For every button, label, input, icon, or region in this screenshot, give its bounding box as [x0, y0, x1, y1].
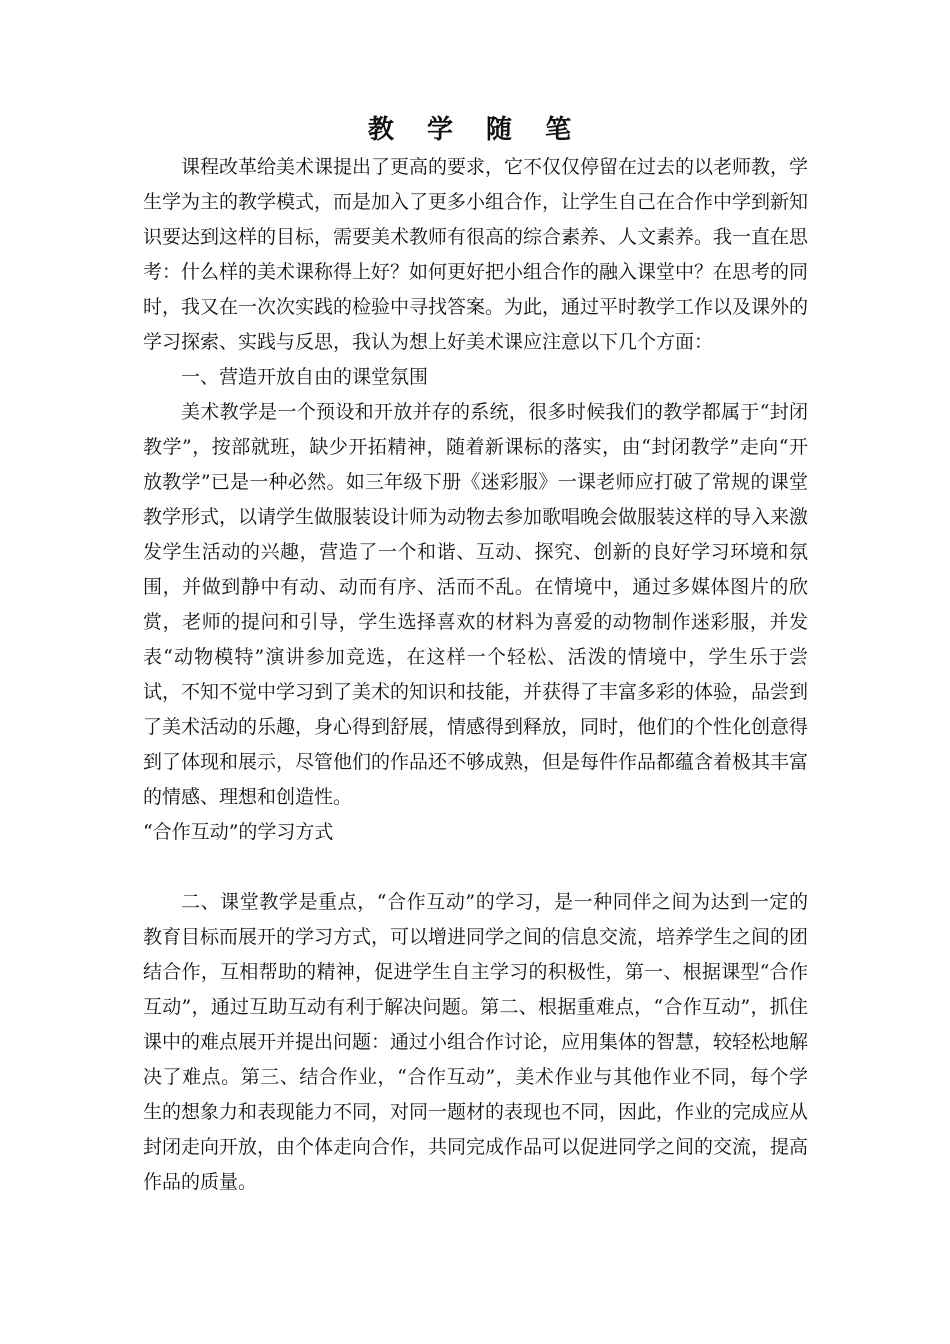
- section-1-paragraph: 美术教学是一个预设和开放并存的系统，很多时候我们的教学都属于“封闭教学”，按部就班，缺少开拓精神，随着新课标的落实，由“封闭教学”走向“开放教学”已是一种必然。如三年级下册《迷彩服》一课老师应打破了常规的课堂教学形式，以请学生做服装设计师为动物去参加歌唱晚会做服装这样的导入来激发学生活动的兴趣，营造了一个和谐、互动、探究、创新的良好学习环境和氛围，并做到静中有动、动而有序、活而不乱。在情境中，通过多媒体图片的欣赏，老师的提问和引导，学生选择喜欢的材料为喜爱的动物制作迷彩服，并发表“动物模特”演讲参加竞选，在这样一个轻松、活泼的情境中，学生乐于尝试，不知不觉中学习到了美术的知识和技能，并获得了丰富多彩的体验，品尝到了美术活动的乐趣，身心得到舒展，情感得到释放，同时，他们的个性化创意得到了体现和展示，尽管他们的作品还不够成熟，但是每件作品都蕴含着极其丰富的情感、理想和创造性。: [143, 401, 809, 808]
- blank-line: [143, 850, 808, 885]
- section-1-tail-line: “合作互动”的学习方式: [143, 821, 334, 843]
- document-title: 教 学 随 笔: [367, 115, 584, 145]
- section-2-paragraph: 二、课堂教学是重点，“合作互动”的学习，是一种同伴之间为达到一定的教育目标而展开的学习方式，可以增进同学之间的信息交流，培养学生之间的团结合作，互相帮助的精神，促进学生自主学习的积极性，第一、根据课型“合作互动”，通过互助互动有利于解决问题。第二、根据重难点，“合作互动”，抓住课中的难点展开并提出问题：通过小组合作讨论，应用集体的智慧，较轻松地解决了难点。第三、结合作业，“合作互动”，美术作业与其他作业不同，每个学生的想象力和表现能力不同，对同一题材的表现也不同，因此，作业的完成应从封闭走向开放，由个体走向合作，共同完成作品可以促进同学之间的交流，提高作品的质量。: [143, 891, 809, 1193]
- document-page: [143, 110, 808, 1200]
- intro-paragraph: 课程改革给美术课提出了更高的要求，它不仅仅停留在过去的以老师教，学生学为主的教学模式，而是加入了更多小组合作，让学生自己在合作中学到新知识要达到这样的目标，需要美术教师有很高的综合素养、人文素养。我一直在思考：什么样的美术课称得上好？如何更好把小组合作的融入课堂中？在思考的同时，我又在一次次实践的检验中寻找答案。为此，通过平时教学工作以及课外的学习探索、实践与反思，我认为想上好美术课应注意以下几个方面：: [143, 156, 809, 353]
- section-1-heading: 一、营造开放自由的课堂氛围: [181, 366, 429, 388]
